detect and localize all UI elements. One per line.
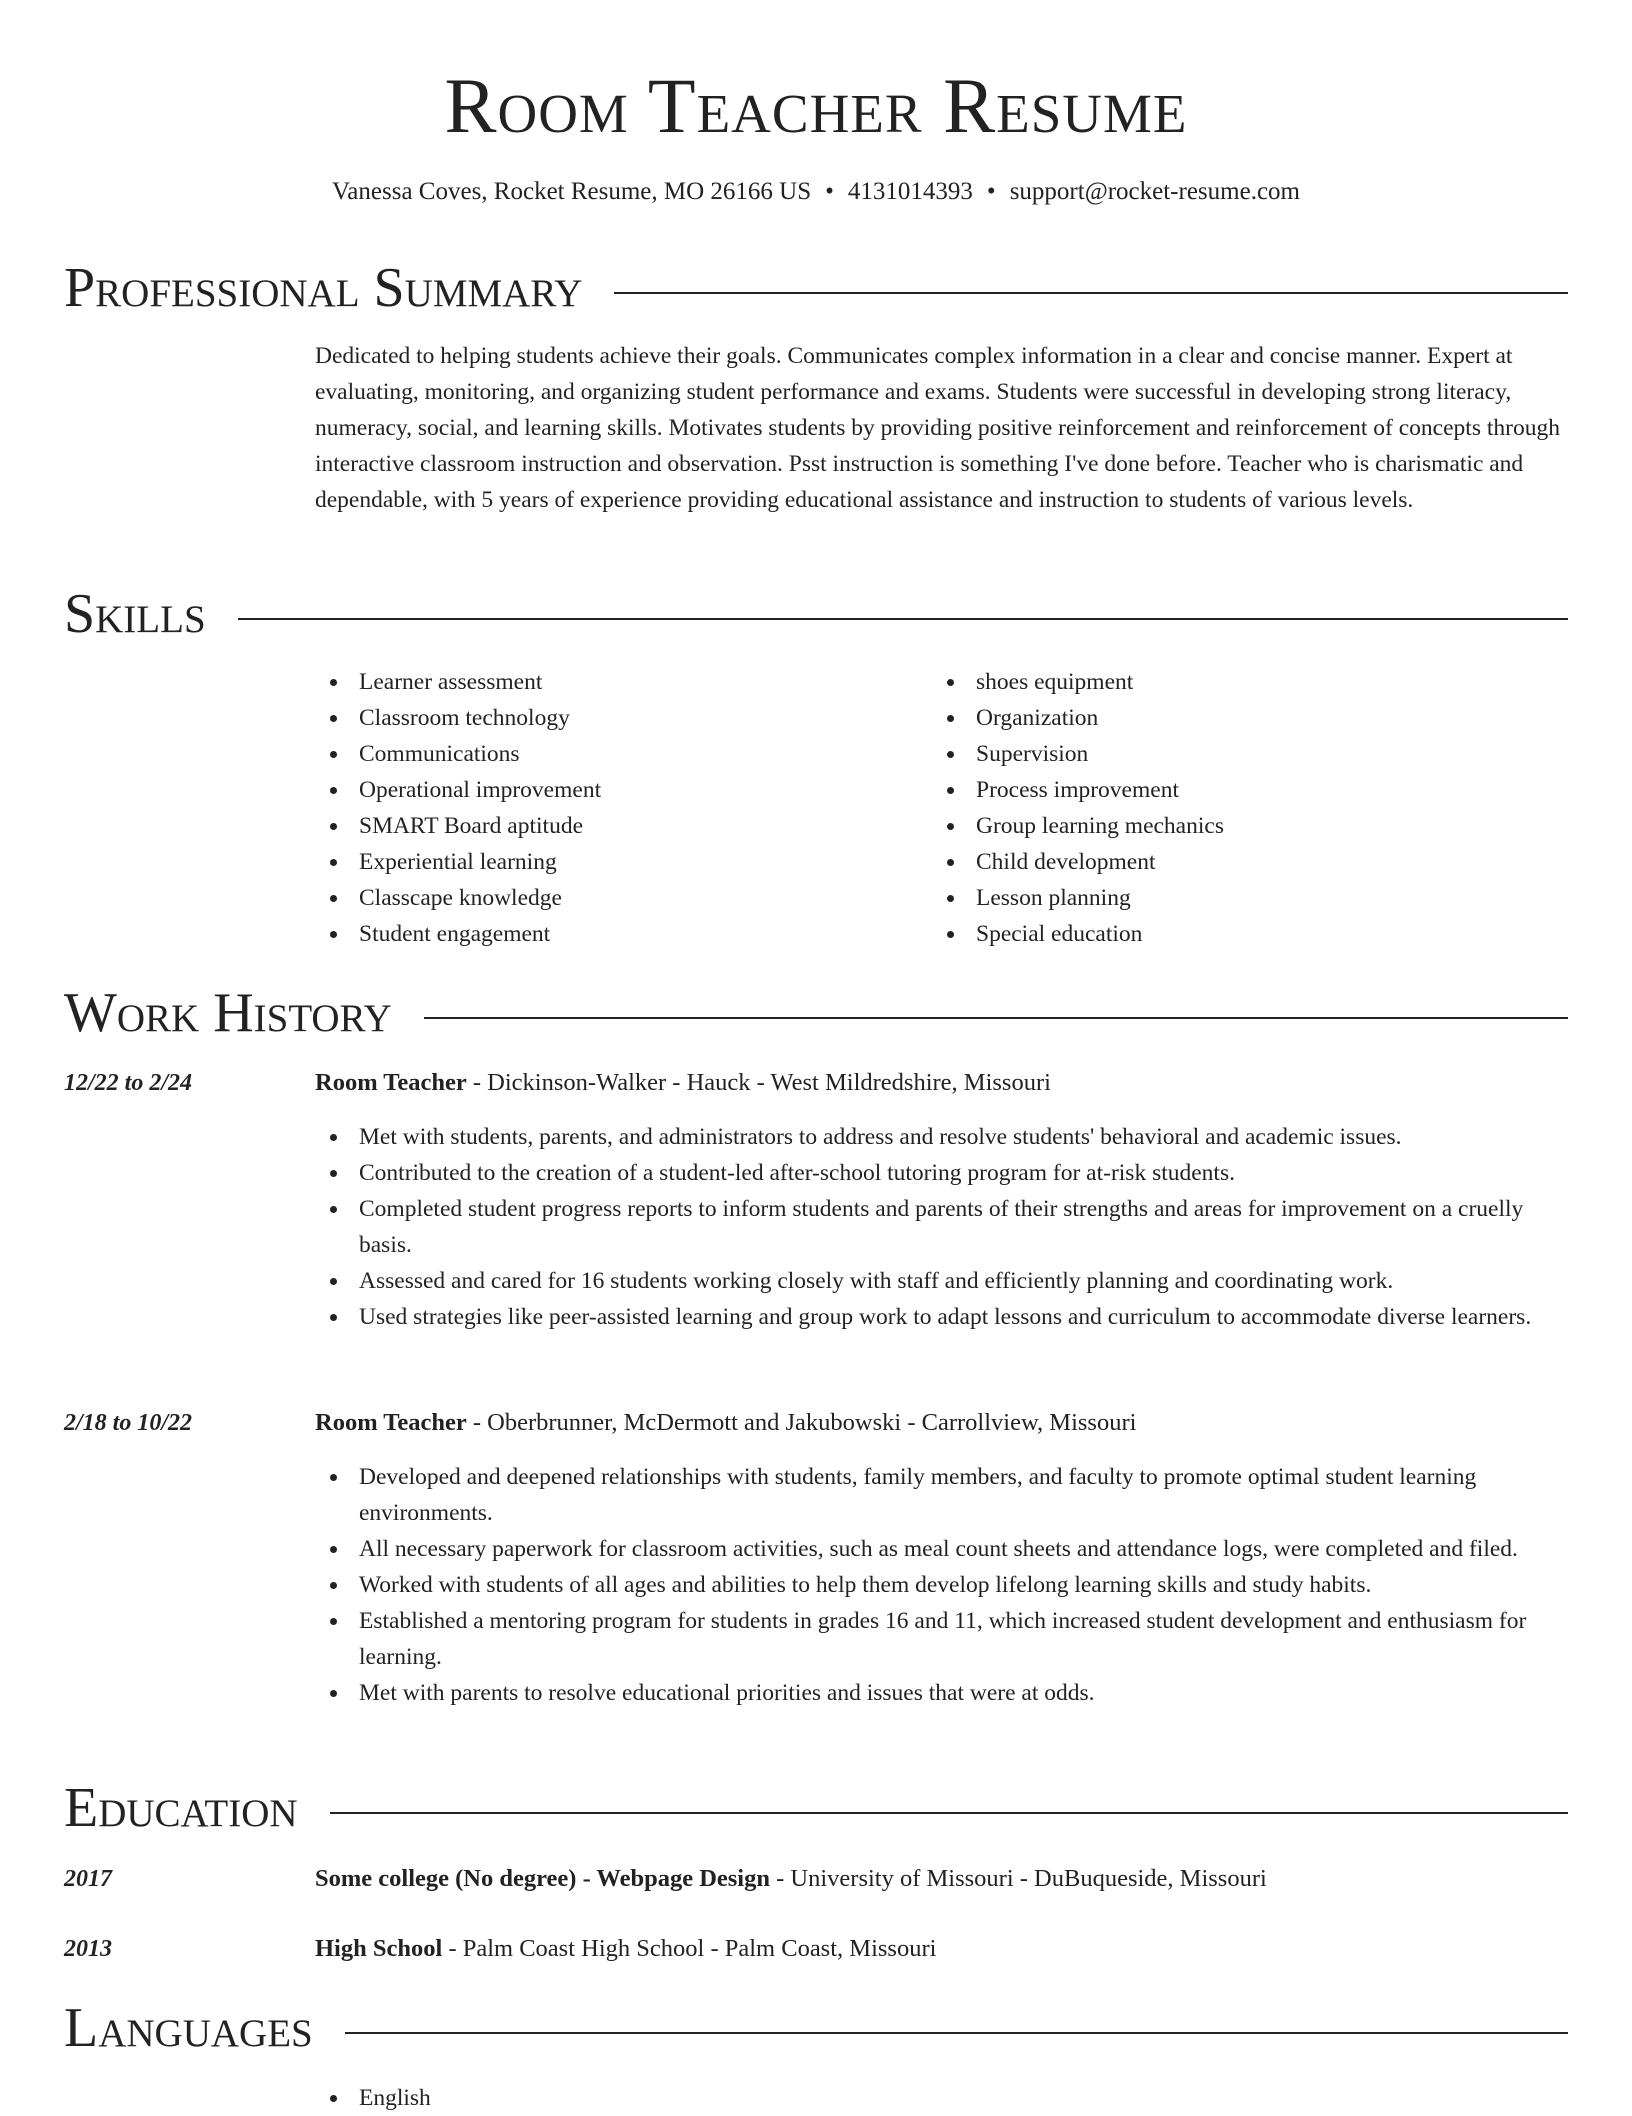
skill-item: Supervision <box>932 736 1532 772</box>
skill-item: Group learning mechanics <box>932 808 1532 844</box>
job-bullet: Met with students, parents, and administrators to address and resolve students' behavioral and academic issues. <box>315 1119 1569 1155</box>
languages-list <box>315 2080 915 2116</box>
skills-list-right <box>932 664 1532 952</box>
section-title: Skills <box>64 584 238 644</box>
education-section-heading <box>64 1778 1568 1838</box>
education-entry <box>315 1861 1267 1897</box>
skill-item: Classcape knowledge <box>315 880 915 916</box>
skills-section-heading <box>64 584 1568 644</box>
job-bullet: All necessary paperwork for classroom activities, such as meal count sheets and attendance logs, were completed and filed. <box>315 1531 1569 1567</box>
skill-item: Experiential learning <box>315 844 915 880</box>
skill-item: shoes equipment <box>932 664 1532 700</box>
skill-item: Organization <box>932 700 1532 736</box>
education-year: 2017 <box>64 1866 112 1892</box>
job-bullet: Used strategies like peer-assisted learning and group work to adapt lessons and curriculum to accommodate diverse learners. <box>315 1299 1569 1335</box>
skill-item: Learner assessment <box>315 664 915 700</box>
job-title: Room Teacher <box>315 1409 467 1436</box>
work-section-heading <box>64 983 1568 1043</box>
contact-email: support@rocket-resume.com <box>1009 178 1300 205</box>
job-bullet: Completed student progress reports to inform students and parents of their strengths and areas for improvement on a cruelly basis. <box>315 1191 1569 1263</box>
section-title: Work History <box>64 983 424 1043</box>
job-bullet: Worked with students of all ages and abilities to help them develop lifelong learning skills and study habits. <box>315 1567 1569 1603</box>
education-details: - Palm Coast High School - Palm Coast, Missouri <box>442 1935 937 1962</box>
skill-item: Process improvement <box>932 772 1532 808</box>
contact-separator: • <box>825 178 834 205</box>
resume-title: Room Teacher Resume <box>444 62 1188 149</box>
job-details: - Oberbrunner, McDermott and Jakubowski - Carrollview, Missouri <box>466 1409 1137 1436</box>
contact-phone: 4131014393 <box>847 178 973 205</box>
job-dates: 12/22 to 2/24 <box>64 1070 193 1096</box>
job-heading <box>315 1405 1136 1441</box>
skill-item: Special education <box>932 916 1532 952</box>
contact-address: Vanessa Coves, Rocket Resume, MO 26166 US <box>332 178 812 205</box>
job-bullet: Assessed and cared for 16 students working closely with staff and efficiently planning and coordinating work. <box>315 1263 1569 1299</box>
job-bullet: Contributed to the creation of a student-led after-school tutoring program for at-risk students. <box>315 1155 1569 1191</box>
summary-section-heading <box>64 258 1568 318</box>
skill-item: Communications <box>315 736 915 772</box>
job-bullet: Developed and deepened relationships with students, family members, and faculty to promote optimal student learning environments. <box>315 1459 1569 1531</box>
skill-item: Classroom technology <box>315 700 915 736</box>
skill-item: Child development <box>932 844 1532 880</box>
skill-item: SMART Board aptitude <box>315 808 915 844</box>
summary-text: Dedicated to helping students achieve their goals. Communicates complex information in a clear and concise manner. Expert at evaluating, monitoring, and organizing student performance and exams. Students were successful in developing strong literacy, numeracy, social, and learning skills. Motivates students by providing positive reinforcement and reinforcement of concepts through interactive classroom instruction and observation. Psst instruction is something I've done before. Teacher who is charismatic and dependable, with 5 years of experience providing educational assistance and instruction to students of various levels. <box>315 343 1560 513</box>
job-heading <box>315 1065 1051 1101</box>
education-degree: High School <box>315 1935 443 1962</box>
job-title: Room Teacher <box>315 1069 467 1096</box>
section-title: Professional Summary <box>64 258 614 318</box>
job-dates: 2/18 to 10/22 <box>64 1410 193 1436</box>
education-entry <box>315 1931 936 1967</box>
contact-line <box>0 174 1632 210</box>
skills-list-left <box>315 664 915 952</box>
job-bullets <box>315 1459 1569 1711</box>
job-bullet: Met with parents to resolve educational priorities and issues that were at odds. <box>315 1675 1569 1711</box>
section-title: Languages <box>64 1998 345 2058</box>
skill-item: Student engagement <box>315 916 915 952</box>
languages-section-heading <box>64 1998 1568 2058</box>
skill-item: Lesson planning <box>932 880 1532 916</box>
language-item: English <box>315 2080 915 2116</box>
contact-separator: • <box>986 178 996 205</box>
section-divider <box>64 618 1568 620</box>
section-title: Education <box>64 1778 330 1838</box>
job-bullet: Established a mentoring program for students in grades 16 and 11, which increased student development and enthusiasm for learning. <box>315 1603 1569 1675</box>
education-degree: Some college (No degree) - Webpage Design <box>315 1865 770 1892</box>
skill-item: Operational improvement <box>315 772 915 808</box>
education-year: 2013 <box>64 1936 112 1962</box>
education-details: - University of Missouri - DuBuqueside, Missouri <box>770 1865 1267 1892</box>
job-details: - Dickinson-Walker - Hauck - West Mildredshire, Missouri <box>466 1069 1051 1096</box>
job-bullets <box>315 1119 1569 1335</box>
